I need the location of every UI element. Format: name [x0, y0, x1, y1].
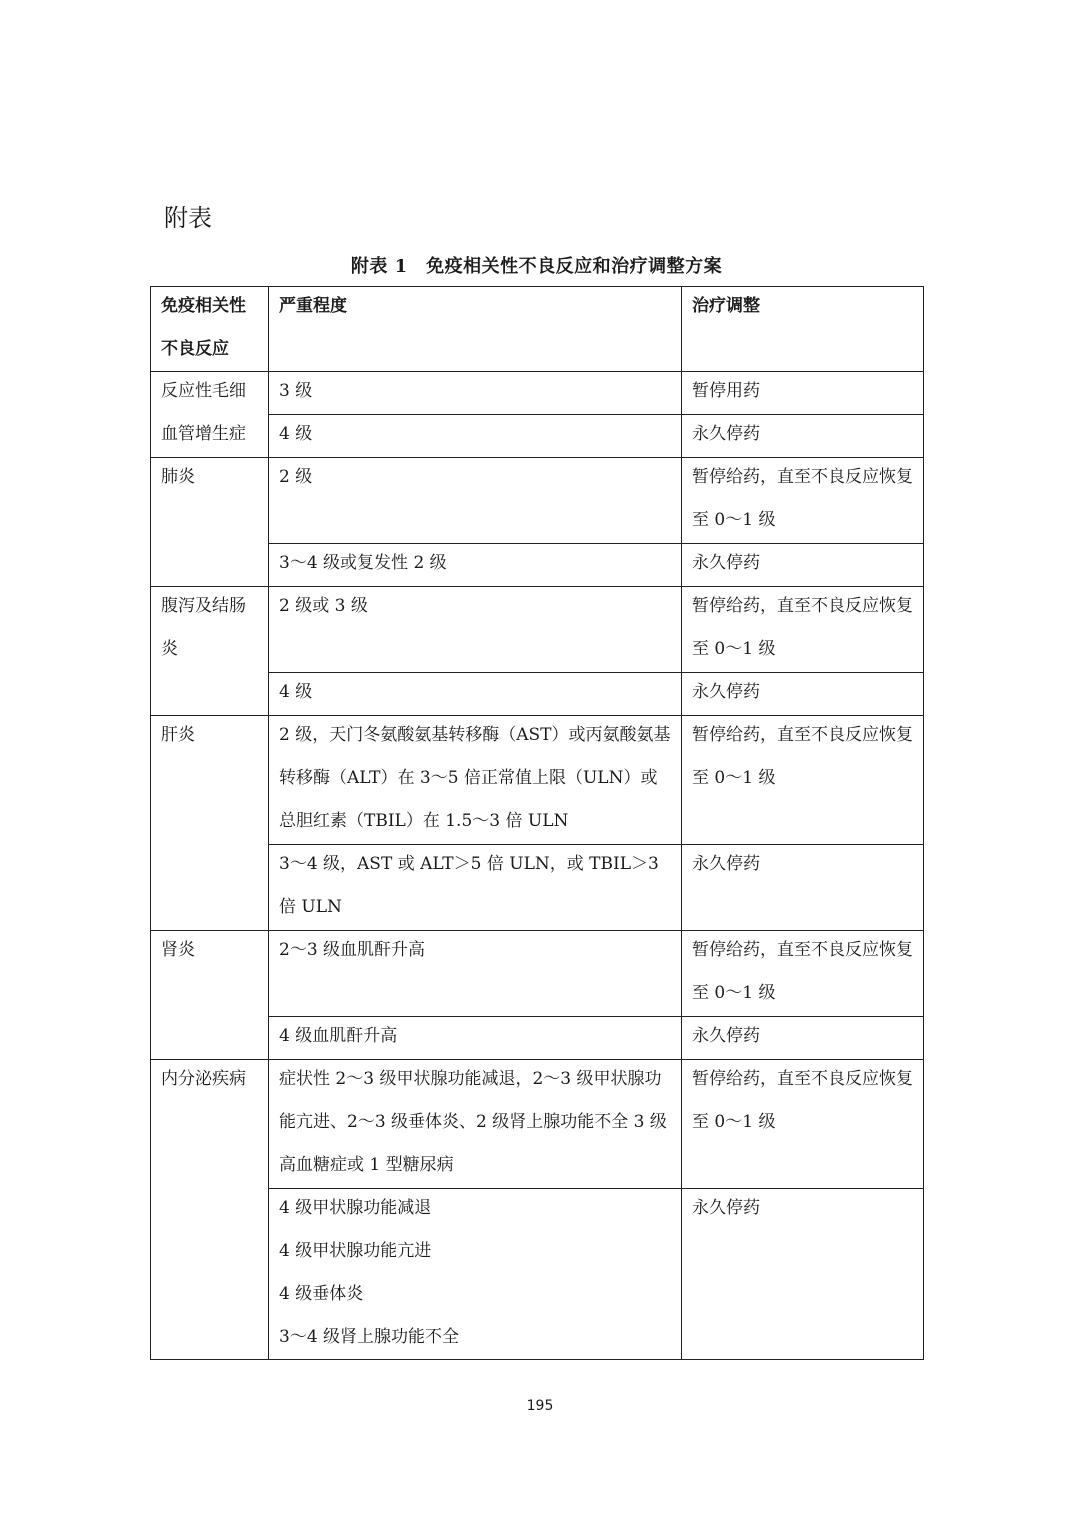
header-action: 治疗调整 — [682, 287, 924, 372]
action-cell: 永久停药 — [682, 415, 924, 458]
reaction-cell: 肝炎 — [151, 716, 269, 931]
action-cell: 永久停药 — [682, 1017, 924, 1060]
severity-cell: 2 级 — [269, 458, 682, 544]
severity-cell: 2 级，天门冬氨酸氨基转移酶（AST）或丙氨酸氨基转移酶（ALT）在 3～5 倍正常值上限（ULN）或总胆红素（TBIL）在 1.5～3 倍 ULN — [269, 716, 682, 845]
table-header-row — [151, 287, 924, 372]
action-cell: 永久停药 — [682, 1189, 924, 1360]
table-row — [151, 931, 924, 1017]
action-cell: 暂停给药，直至不良反应恢复至 0～1 级 — [682, 716, 924, 845]
reaction-cell: 反应性毛细血管增生症 — [151, 372, 269, 458]
table-caption: 附表 1 免疫相关性不良反应和治疗调整方案 — [350, 256, 723, 277]
table-row — [151, 458, 924, 544]
severity-cell: 4 级 — [269, 415, 682, 458]
severity-cell: 2 级或 3 级 — [269, 587, 682, 673]
header-severity: 严重程度 — [269, 287, 682, 372]
severity-cell: 症状性 2～3 级甲状腺功能减退，2～3 级甲状腺功能亢进、2～3 级垂体炎、2 级肾上腺功能不全 3 级高血糖症或 1 型糖尿病 — [269, 1060, 682, 1189]
action-cell: 永久停药 — [682, 845, 924, 931]
severity-cell: 3～4 级，AST 或 ALT＞5 倍 ULN，或 TBIL＞3 倍 ULN — [269, 845, 682, 931]
table-row — [151, 372, 924, 415]
severity-cell: 4 级甲状腺功能减退 4 级甲状腺功能亢进 4 级垂体炎 3～4 级肾上腺功能不全 — [269, 1189, 682, 1360]
table-row — [151, 716, 924, 845]
adverse-reaction-table — [150, 286, 924, 1360]
table-row — [151, 587, 924, 673]
reaction-cell: 肺炎 — [151, 458, 269, 587]
table-row — [151, 1060, 924, 1189]
reaction-cell: 腹泻及结肠炎 — [151, 587, 269, 716]
header-reaction: 免疫相关性不良反应 — [151, 287, 269, 372]
action-cell: 永久停药 — [682, 673, 924, 716]
action-cell: 暂停用药 — [682, 372, 924, 415]
severity-cell: 2～3 级血肌酐升高 — [269, 931, 682, 1017]
severity-cell: 3～4 级或复发性 2 级 — [269, 544, 682, 587]
action-cell: 暂停给药，直至不良反应恢复至 0～1 级 — [682, 587, 924, 673]
action-cell: 暂停给药，直至不良反应恢复至 0～1 级 — [682, 931, 924, 1017]
severity-cell: 4 级 — [269, 673, 682, 716]
action-cell: 暂停给药，直至不良反应恢复至 0～1 级 — [682, 458, 924, 544]
page-number: 195 — [526, 1398, 554, 1414]
severity-cell: 3 级 — [269, 372, 682, 415]
action-cell: 永久停药 — [682, 544, 924, 587]
reaction-cell: 肾炎 — [151, 931, 269, 1060]
section-heading: 附表 — [164, 204, 212, 232]
action-cell: 暂停给药，直至不良反应恢复至 0～1 级 — [682, 1060, 924, 1189]
reaction-cell: 内分泌疾病 — [151, 1060, 269, 1360]
severity-cell: 4 级血肌酐升高 — [269, 1017, 682, 1060]
